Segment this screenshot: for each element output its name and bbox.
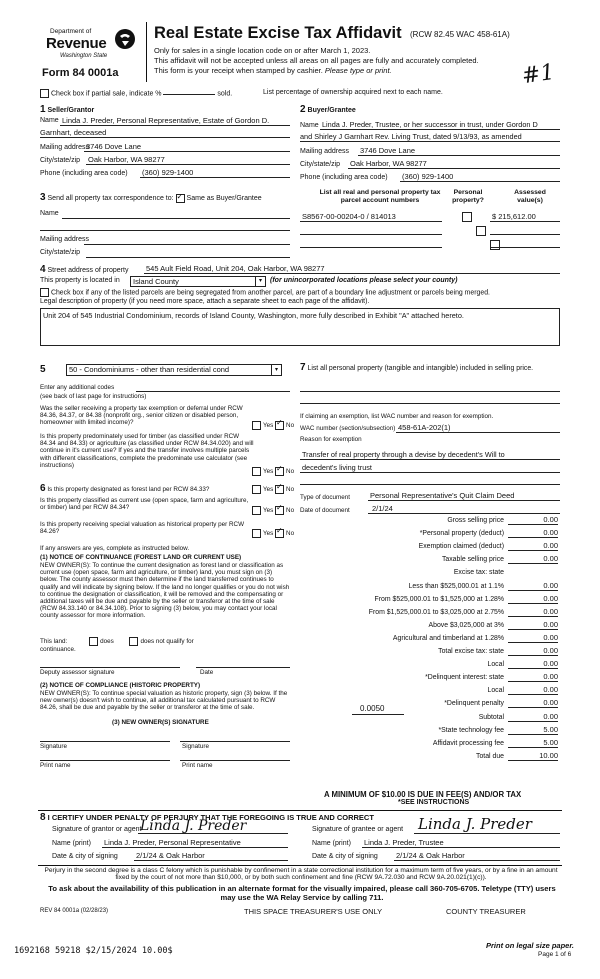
continuance-body: NEW OWNER(S): To continue the current designation as forest land or classification as current use (open space, farm and agriculture, or timber) land, you must sign on (3) below. The county assessor must then determine if the land transferred continues to qualify and will indicate by signing below. If the land no longer qualifies or you do not wish to continue the designation or classification, it will be removed and the compensating or additional taxes will be due and payable by the seller or transferor at the time of sale (RCW 84.33.140 or 84.34.108). Prior to signing (3) below, you may contact your local county assessor for more information. [40, 562, 290, 620]
dor-logo [46, 24, 141, 68]
reason-line-2: decedent's living trust [302, 463, 372, 472]
fee-value: 5.00 [508, 725, 558, 735]
sec6-q1-yes[interactable] [252, 485, 261, 494]
buyer-heading: 2 Buyer/Grantee [300, 104, 356, 115]
local-rate: 0.0050 [360, 704, 385, 713]
chevron-down-icon: ▾ [255, 277, 265, 286]
reason-label: Reason for exemption [300, 436, 362, 443]
land-does-checkbox[interactable] [89, 637, 98, 646]
sec6-q3-yes[interactable] [252, 529, 261, 538]
seller-heading: 1 Seller/Grantor [40, 104, 95, 115]
tax-corr-name-label: Name [40, 210, 59, 217]
fee-label: Gross selling price [447, 517, 504, 524]
fee-label: Total due [476, 752, 504, 760]
fee-value: 0.00 [508, 672, 558, 682]
street-heading: 4 Street address of property [40, 264, 129, 275]
personal-col-header: Personal property? [452, 189, 484, 204]
partial-sale-checkbox[interactable] [40, 89, 49, 98]
alt-format-notice: To ask about the availability of this publication in an alternate format for the visually impaired, please call 360-705-6705. Teletype (TTY) users may use the WA Relay Service by calling 711. [48, 884, 556, 902]
subtitle-1: Only for sales in a single location code on or after March 1, 2023. [154, 46, 371, 55]
grantor-sig-label: Signature of grantor or agent [52, 826, 142, 833]
fee-label: Local [487, 687, 504, 695]
fee-value: 0.00 [508, 646, 558, 656]
legal-size-note: Print on legal size paper. [486, 941, 574, 950]
partial-sale-row: Check box if partial sale, indicate % sold. [40, 89, 232, 98]
buyer-phone-label: Phone (including area code) [300, 174, 388, 181]
grantee-date-label: Date & city of signing [312, 853, 378, 860]
seller-name-1: Linda J. Preder, Personal Representative, Estate of Gordon D. [62, 116, 270, 125]
located-label: This property is located in [40, 277, 120, 284]
fee-label: Subtotal [478, 713, 504, 721]
fee-value: 0.00 [508, 554, 558, 564]
dept-state: Washington State [60, 53, 108, 59]
same-as-buyer-checkbox[interactable] [176, 194, 185, 203]
sec6-q1: 6 Is this property designated as forest land per RCW 84.33? [40, 483, 210, 494]
buyer-city: Oak Harbor, WA 98277 [350, 159, 427, 168]
grantor-date: 2/1/24 & Oak Harbor [136, 851, 205, 860]
buyer-mail: 3746 Dove Lane [360, 146, 416, 155]
land-does-not-checkbox[interactable] [129, 637, 138, 646]
sec5-q2-no[interactable] [275, 467, 284, 476]
seller-mail: 3746 Dove Lane [86, 142, 142, 151]
owner-signature-label-2: Signature [182, 743, 209, 750]
buyer-phone: (360) 929-1400 [402, 172, 454, 181]
fee-label: Above $3,025,000 at 3% [428, 621, 504, 629]
fee-value: 0.00 [508, 698, 558, 708]
rev-number: REV 84 0001a (02/28/23) [40, 908, 109, 914]
dept-name: Revenue [46, 35, 107, 52]
receipt-stamp: 1692168 59218 $2/15/2024 10.00$ [14, 946, 173, 956]
county-treasurer: COUNTY TREASURER [446, 907, 526, 916]
sec6-q1-no[interactable] [275, 485, 284, 494]
reason-line-1: Transfer of real property through a devise by decedent's Will to [302, 450, 505, 459]
sec6-q3-no[interactable] [275, 529, 284, 538]
buyer-city-label: City/state/zip [300, 161, 341, 168]
sec6-q2-no[interactable] [275, 506, 284, 515]
doc-type: Personal Representative's Quit Claim Deed [370, 491, 515, 500]
fee-value: 0.00 [508, 659, 558, 669]
form-title: Real Estate Excise Tax Affidavit [154, 24, 402, 42]
fee-value: 0.00 [508, 594, 558, 604]
fee-label: *Personal property (deduct) [419, 530, 504, 538]
this-land-row: This land: does does not qualify for [40, 638, 194, 646]
grantee-name-label: Name (print) [312, 840, 351, 847]
sec5-q2-yes[interactable] [252, 467, 261, 476]
subtitle-2: This affidavit will not be accepted unless all areas on all pages are fully and accurately completed. [154, 56, 479, 65]
fee-value: 0.00 [508, 541, 558, 551]
parcel-col-header: List all real and personal property tax parcel account numbers [319, 189, 441, 204]
new-owner-title: (3) NEW OWNER(S) SIGNATURE [112, 719, 209, 726]
fee-value: 0.00 [508, 581, 558, 591]
assessed-value: $ 215,612.00 [492, 212, 536, 221]
codes-label: Enter any additional codes [40, 384, 115, 391]
fee-label: Less than $525,000.01 at 1.1% [408, 582, 504, 590]
sec5-num: 5 [40, 364, 46, 375]
dept-line: Department of [50, 28, 92, 35]
segregate-row: Check box if any of the listed parcels are being segregated from another parcel, are part of a boundary line adjustment or parcels being merged. [40, 288, 490, 297]
grantee-signature: Linda J. Preder [418, 815, 532, 833]
continuance-title: (1) NOTICE OF CONTINUANCE (FOREST LAND OR CURRENT USE) [40, 554, 242, 561]
minimum-line-2: *SEE INSTRUCTIONS [398, 799, 470, 806]
deputy-label: Deputy assessor signature [40, 669, 115, 676]
seller-name-2: Garnhart, deceased [40, 128, 107, 137]
doc-date: 2/1/24 [372, 504, 393, 513]
doc-date-label: Date of document [300, 507, 350, 514]
fee-label: Exemption claimed (deduct) [418, 543, 504, 551]
fee-value: 5.00 [508, 738, 558, 748]
fee-label: From $1,525,000.01 to $3,025,000 at 2.75% [368, 608, 504, 616]
buyer-name-label: Name [300, 122, 319, 129]
buyer-name-2: and Shirley J Garnhart Rev. Living Trust, dated 9/13/93, as amended [300, 132, 522, 141]
grantee-name: Linda J. Preder, Trustee [364, 838, 444, 847]
sec5-q2-answer: Yes ✓ No [252, 467, 294, 476]
minimum-line-1: A MINIMUM OF $10.00 IS DUE IN FEE(S) AND/OR TAX [324, 790, 522, 799]
tax-corr-heading: 3 Send all property tax correspondence to: ✓ Same as Buyer/Grantee [40, 192, 262, 203]
sec6-q2: Is this property classified as current use (open space, farm and agriculture, or timber) land per RCW 84.34? [40, 497, 249, 512]
county-note: (for unincorporated locations please select your county) [270, 277, 458, 284]
exempt-label: If claiming an exemption, list WAC number and reason for exemption. [300, 413, 494, 420]
segregate-checkbox[interactable] [40, 288, 49, 297]
fee-label: *Delinquent penalty [444, 700, 504, 708]
fee-value: 0.00 [508, 515, 558, 525]
wac-number: 458-61A-202(1) [398, 423, 451, 432]
sec5-q1-yes[interactable] [252, 421, 261, 430]
fee-label: Taxable selling price [441, 556, 504, 564]
perjury-notice: Perjury in the second degree is a class C felony which is punishable by confinement in a state correctional institution for a maximum term of five years, or by a fine in an amount fixed by the court of not more than $10,000, or by both such confinement and fine (RCW 9A.72.030 and RCW 9A.20.021(1)(c)). [44, 867, 558, 882]
fee-value: 0.00 [508, 607, 558, 617]
dor-emblem-icon [114, 28, 136, 50]
deputy-date-label: Date [200, 669, 214, 676]
legal-description-box[interactable] [40, 308, 560, 346]
handwritten-number: #1 [520, 59, 557, 90]
doc-type-label: Type of document [300, 494, 351, 501]
legal-label: Legal description of property (if you need more space, attach a separate sheet to each page of the affidavit). [40, 298, 370, 305]
seller-mail-label: Mailing address [40, 144, 90, 151]
sec6-q2-answer: Yes ✓ No [252, 506, 294, 515]
grantor-date-label: Date & city of signing [52, 853, 118, 860]
seller-phone: (360) 929-1400 [142, 168, 194, 177]
grantor-signature: Linda J. Preder [140, 818, 247, 834]
fee-label: From $525,000.01 to $1,525,000 at 1.28% [374, 595, 504, 603]
fee-label: *State technology fee [438, 726, 504, 734]
grantee-date: 2/1/24 & Oak Harbor [396, 851, 465, 860]
owner-signature-label-1: Signature [40, 743, 67, 750]
form-citation: (RCW 82.45 WAC 458-61A) [410, 30, 510, 39]
buyer-mail-label: Mailing address [300, 148, 350, 155]
owner-print-label-1: Print name [40, 762, 71, 769]
fee-label: *Delinquent interest: state [425, 674, 504, 682]
treasurer-space: THIS SPACE TREASURER'S USE ONLY [244, 907, 383, 916]
page-number: Page 1 of 6 [538, 951, 572, 958]
fee-value: 10.00 [508, 751, 558, 761]
fee-value: 0.00 [508, 633, 558, 643]
seller-phone-label: Phone (including area code) [40, 170, 128, 177]
fee-label: Local [487, 661, 504, 669]
fee-label: Excise tax: state [453, 569, 504, 577]
fee-label: Total excise tax: state [438, 648, 504, 655]
assessed-col-header: Assessed value(s) [514, 189, 546, 204]
compliance-title: (2) NOTICE OF COMPLIANCE (HISTORIC PROPERTY) [40, 682, 201, 689]
compliance-body: NEW OWNER(S): To continue special valuation as historic property, sign (3) below. If the new owner(s) doesn't wish to continue, all additional tax calculated pursuant to RCW 84.26, shall be due and payable by the seller or transferor at the time of sale. [40, 690, 288, 712]
seller-city: Oak Harbor, WA 98277 [88, 155, 165, 164]
sec5-q2: Is this property predominately used for timber (as classified under RCW 84.34 and 84.33) or agriculture (as classified under RCW 84.34.020) and will continue in it's current use? If yes and the transfer involves multiple parcels with different classifications, complete the predominate use calculator (see instructions) [40, 433, 254, 469]
tax-corr-mail-label: Mailing address [40, 236, 90, 243]
wac-label: WAC number (section/subsection) [300, 425, 396, 432]
header-divider [146, 22, 147, 82]
seller-city-label: City/state/zip [40, 157, 81, 164]
fee-value: 0.00 [508, 685, 558, 695]
land-use-select[interactable]: 50 - Condominiums - other than residential cond ▾ [66, 364, 282, 376]
sec6-instructions: If any answers are yes, complete as instructed below. [40, 545, 190, 552]
chevron-down-icon: ▾ [271, 365, 281, 375]
sec5-q1-answer: Yes ✓ No [252, 421, 294, 430]
codes-note: (see back of last page for instructions) [40, 393, 147, 400]
parcel-number: S8567-00-00204-0 / 814013 [302, 212, 396, 221]
grantor-name: Linda J. Preder, Personal Representative [104, 838, 241, 847]
sec6-q3: Is this property receiving special valuation as historical property per RCW 84.26? [40, 521, 245, 536]
fee-label: Agricultural and timberland at 1.28% [392, 634, 504, 642]
legal-description: Unit 204 of 545 Industrial Condominium, records of Island County, Washington, more fully described in Exhibit "A" attached hereto. [43, 311, 464, 320]
personal-property-checkbox-1[interactable] [462, 212, 472, 222]
owner-print-label-2: Print name [182, 762, 213, 769]
sec5-q1: Was the seller receiving a property tax exemption or deferral under RCW 84.36, 84.37, or 84.38 (nonprofit org., senior citizen or disabled person, homeowner with limited income)? [40, 405, 243, 427]
fee-value: 0.00 [508, 528, 558, 538]
sec6-q1-answer: Yes ✓ No [252, 485, 294, 494]
fee-label: Affidavit processing fee [432, 739, 504, 747]
county-select[interactable]: Island County ▾ [130, 276, 266, 287]
sec6-q2-yes[interactable] [252, 506, 261, 515]
sec5-q1-no[interactable] [275, 421, 284, 430]
form-number: Form 84 0001a [42, 67, 119, 79]
tax-corr-city-label: City/state/zip [40, 249, 81, 256]
personal-property-checkbox-3[interactable] [490, 240, 500, 250]
continuance-word: continuance. [40, 646, 76, 653]
personal-property-checkbox-2[interactable] [476, 226, 486, 236]
grantor-name-label: Name (print) [52, 840, 91, 847]
grantee-sig-label: Signature of grantee or agent [312, 826, 404, 833]
street-address: 545 Ault Field Road, Unit 204, Oak Harbor, WA 98277 [146, 264, 325, 273]
ownership-label: List percentage of ownership acquired next to each name. [263, 89, 443, 96]
sec6-q3-answer: Yes ✓ No [252, 529, 294, 538]
sec7-label: 7 List all personal property (tangible and intangible) included in selling price. [300, 362, 534, 373]
fee-value: 0.00 [508, 620, 558, 630]
buyer-name-1: Linda J. Preder, Trustee, or her successor in trust, under Gordon D [322, 120, 538, 129]
seller-name-label: Name [40, 117, 59, 124]
fee-value: 0.00 [508, 712, 558, 722]
subtitle-3: This form is your receipt when stamped by cashier. Please type or print. [154, 66, 392, 75]
certify-line: 8 I CERTIFY UNDER PENALTY OF PERJURY THAT THE FOREGOING IS TRUE AND CORRECT [40, 812, 374, 823]
